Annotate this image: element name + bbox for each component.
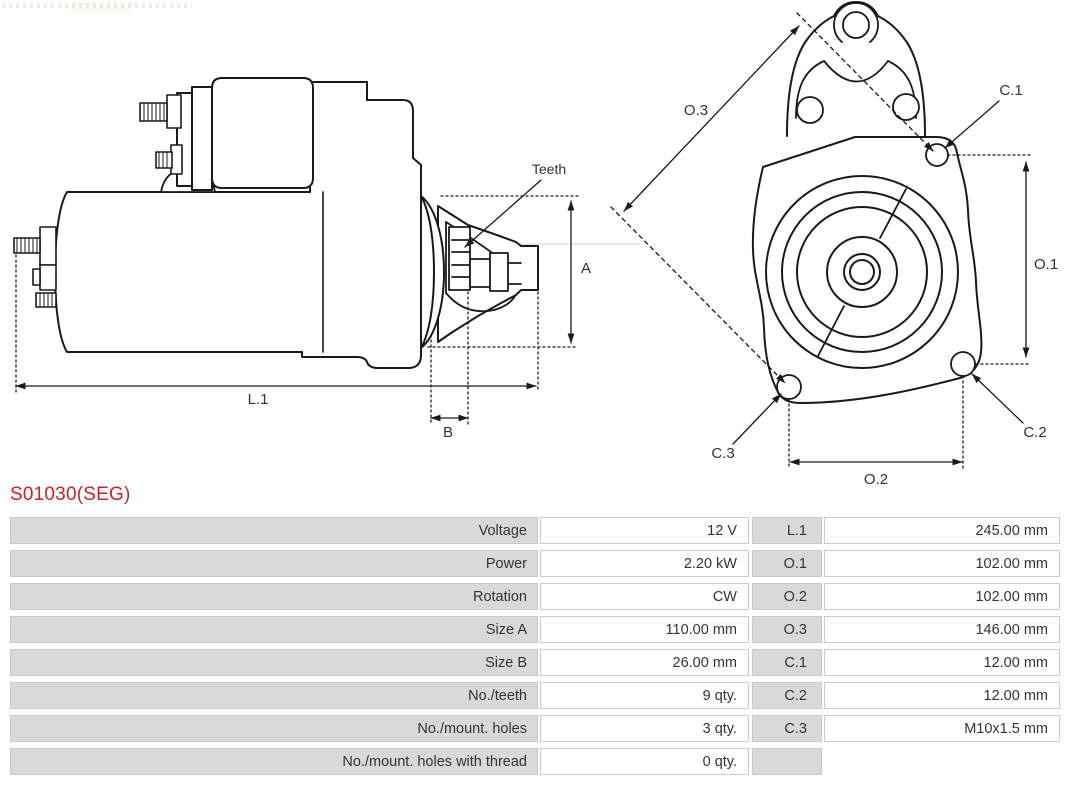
yoke-right-hole <box>893 94 919 120</box>
spec-label: No./teeth <box>10 682 538 709</box>
body-terminal-studs <box>14 227 56 307</box>
dim-label-o3: O.3 <box>683 102 709 119</box>
dim-label-l1: L.1 <box>247 391 269 408</box>
table-row <box>10 550 1070 577</box>
spec-value: 0 qty. <box>540 748 749 775</box>
spec-label: Rotation <box>10 583 538 610</box>
spec-label: Size B <box>10 649 538 676</box>
solenoid <box>161 78 313 192</box>
table-row <box>10 649 1070 676</box>
spec-key: C.2 <box>752 682 822 709</box>
dim-label-o1: O.1 <box>1034 256 1059 273</box>
table-row <box>10 715 1070 742</box>
spec-key-value: 102.00 mm <box>824 583 1060 610</box>
spec-value: CW <box>540 583 749 610</box>
dim-label-o2: O.2 <box>863 471 889 488</box>
spec-label: Size A <box>10 616 538 643</box>
solenoid-terminal-studs <box>140 95 182 174</box>
spec-key: C.3 <box>752 715 822 742</box>
table-row <box>10 616 1070 643</box>
c1-leader-line <box>945 101 999 148</box>
yoke-ear-hole <box>843 12 869 38</box>
table-row <box>10 583 1070 610</box>
spec-label: No./mount. holes <box>10 715 538 742</box>
spec-value: 3 qty. <box>540 715 749 742</box>
table-row <box>10 748 1070 775</box>
bearing-circles <box>766 176 958 368</box>
dim-label-c2: C.2 <box>1023 424 1047 441</box>
dim-label-a: A <box>580 260 592 277</box>
spec-value: 26.00 mm <box>540 649 749 676</box>
spec-key <box>752 748 822 775</box>
table-row <box>10 682 1070 709</box>
spec-key: L.1 <box>752 517 822 544</box>
spec-table <box>10 517 1070 781</box>
part-number: S01030(SEG) <box>10 484 131 505</box>
spec-value: 110.00 mm <box>540 616 749 643</box>
yoke-left-hole <box>797 97 823 123</box>
spec-label: No./mount. holes with thread <box>10 748 538 775</box>
spec-value: 9 qty. <box>540 682 749 709</box>
dim-label-c1: C.1 <box>999 82 1023 99</box>
spec-value: 12 V <box>540 517 749 544</box>
spec-label: Voltage <box>10 517 538 544</box>
spec-value: 2.20 kW <box>540 550 749 577</box>
dim-label-b: B <box>442 424 454 441</box>
spec-empty-cell <box>824 748 1060 775</box>
spec-key-value: M10x1.5 mm <box>824 715 1060 742</box>
spec-key: O.1 <box>752 550 822 577</box>
spec-key: O.3 <box>752 616 822 643</box>
c3-leader-line <box>733 394 781 444</box>
table-row <box>10 517 1070 544</box>
mount-hole-c2 <box>951 352 975 376</box>
spec-key-value: 102.00 mm <box>824 550 1060 577</box>
spec-key-value: 146.00 mm <box>824 616 1060 643</box>
side-view-drawing <box>14 78 640 441</box>
spec-key-value: 12.00 mm <box>824 682 1060 709</box>
spec-key-value: 245.00 mm <box>824 517 1060 544</box>
front-view-drawing <box>611 2 1058 488</box>
dim-label-teeth: Teeth <box>531 161 567 177</box>
spec-key-value: 12.00 mm <box>824 649 1060 676</box>
spec-label: Power <box>10 550 538 577</box>
spec-key: C.1 <box>752 649 822 676</box>
dim-label-c3: C.3 <box>711 445 735 462</box>
spec-key: O.2 <box>752 583 822 610</box>
c2-leader-line <box>972 374 1023 423</box>
